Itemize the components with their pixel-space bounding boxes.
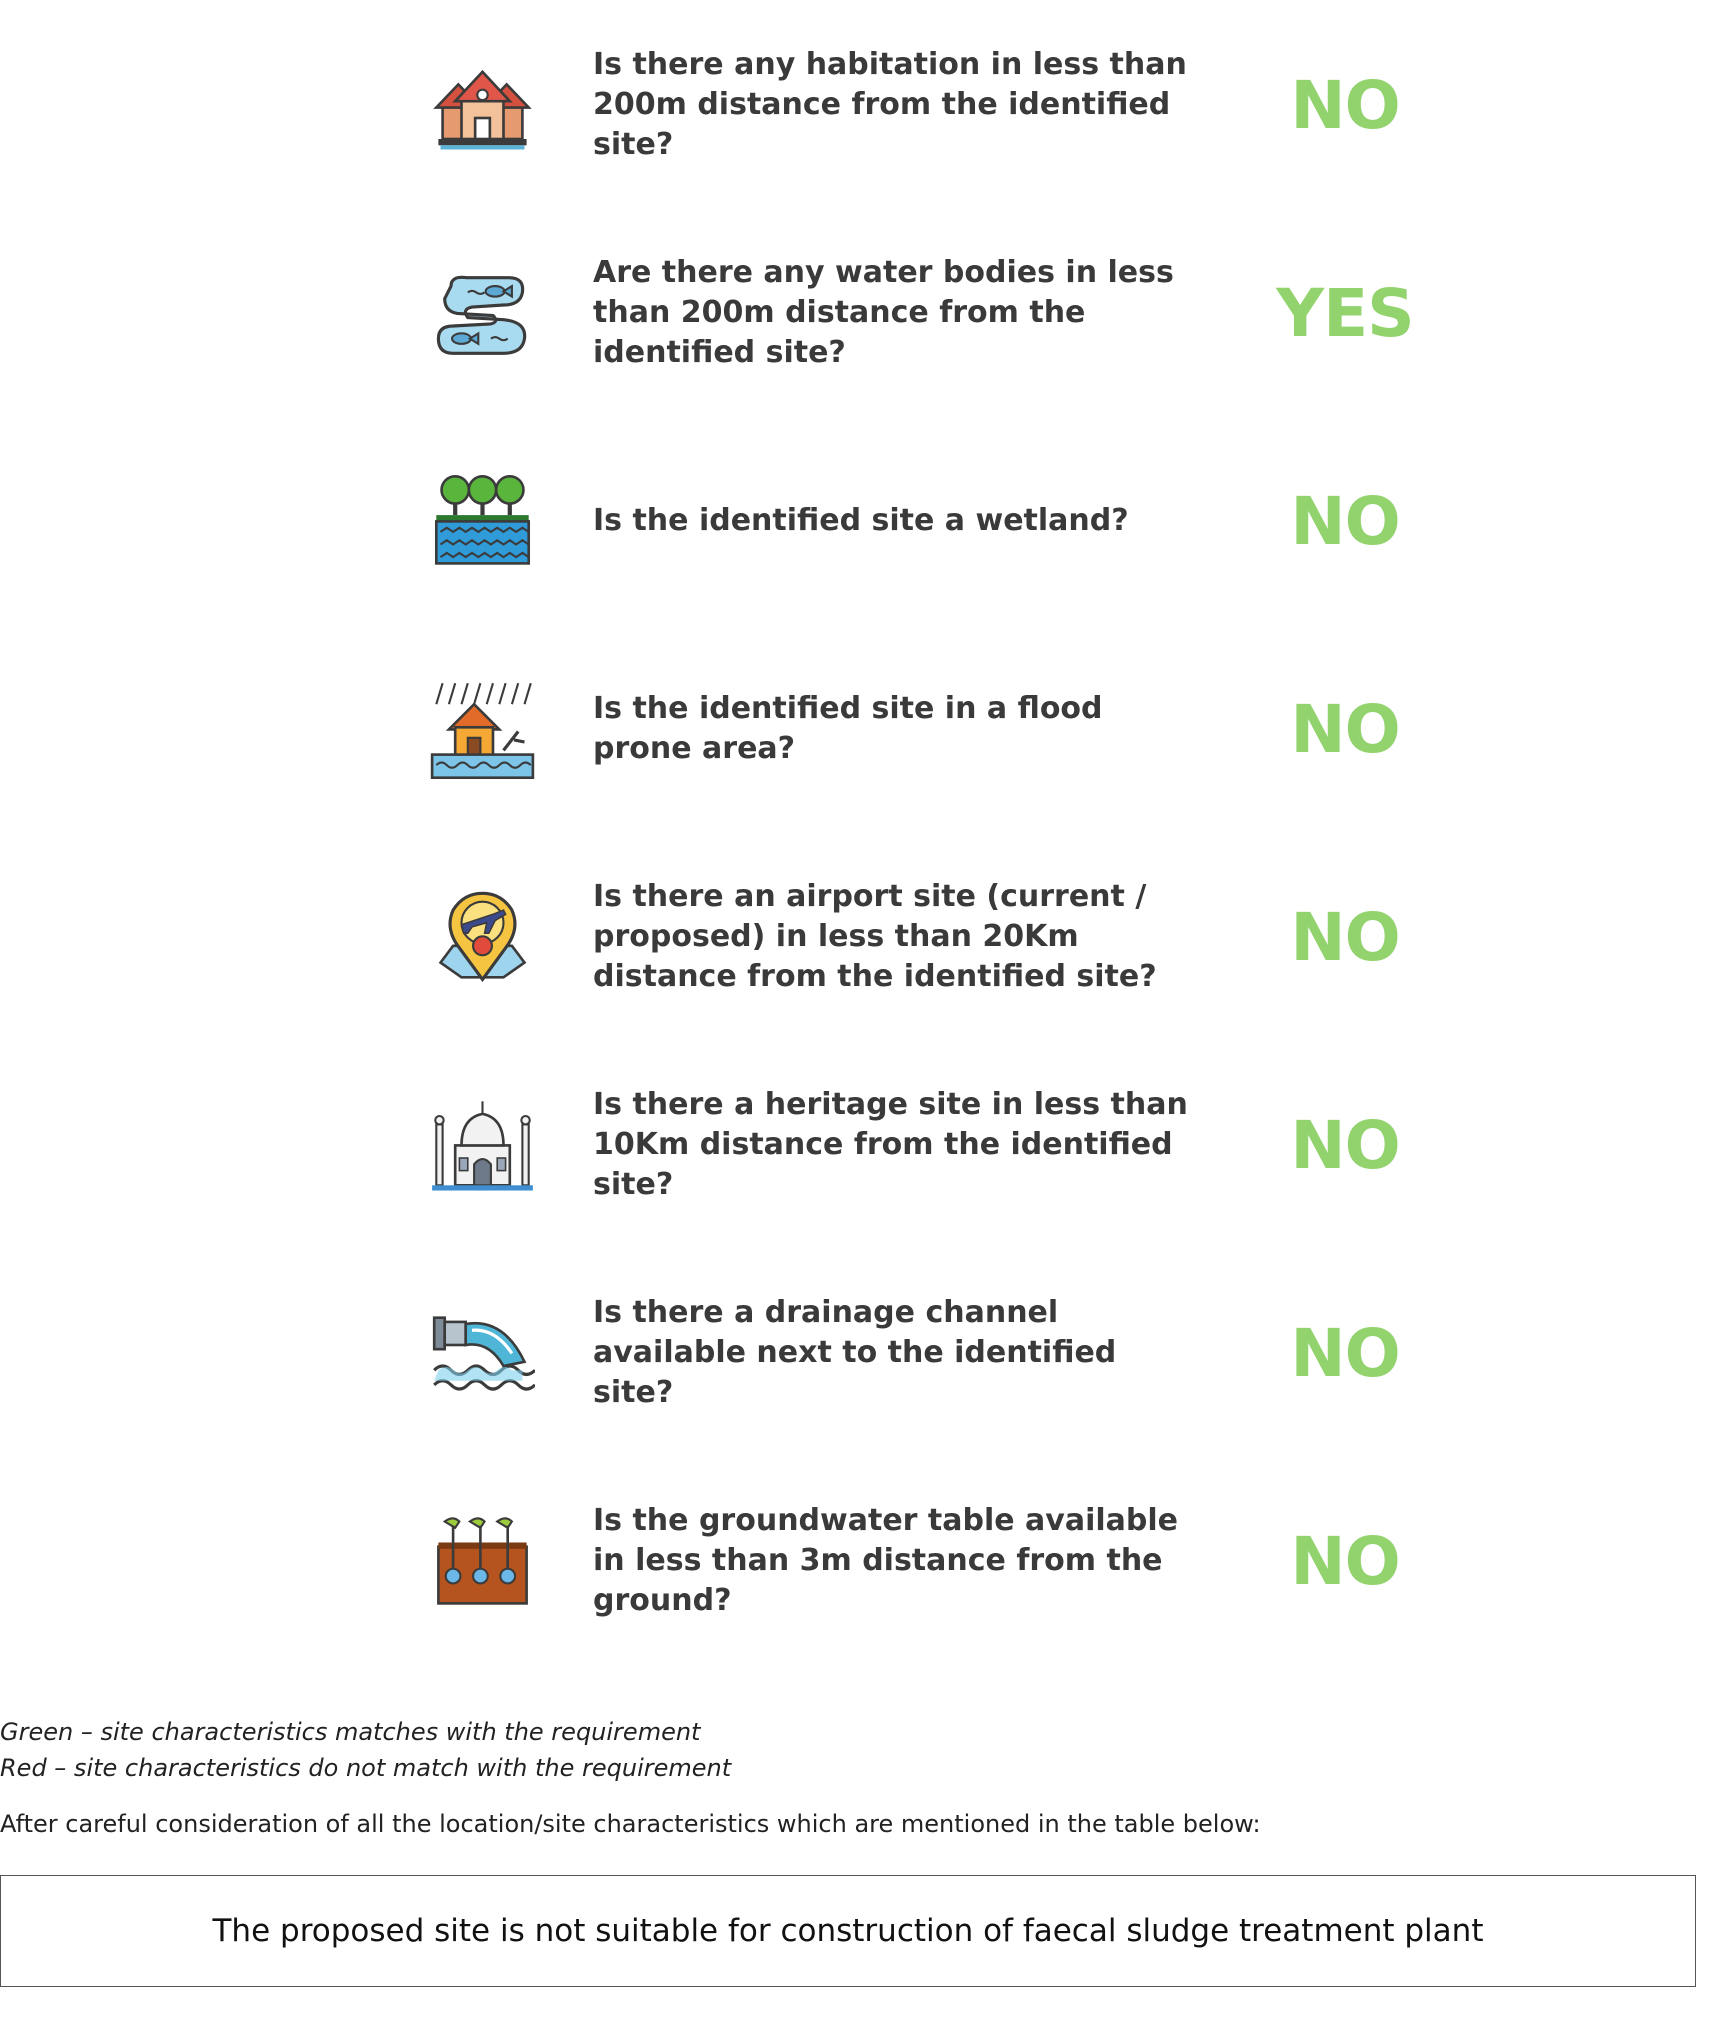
heritage-monument-icon xyxy=(430,1095,535,1200)
criteria-row-heritage xyxy=(430,1080,1410,1210)
answer-badge: NO xyxy=(1290,482,1400,560)
groundwater-icon xyxy=(430,1511,535,1616)
question-text: Is there a heritage site in less than 10Km distance from the identified site? xyxy=(593,1087,1188,1202)
question-text: Is the identified site a wetland? xyxy=(593,503,1129,538)
question-text: Are there any water bodies in less than 200m distance from the identified site? xyxy=(593,255,1174,370)
question-text: Is the identified site in a flood prone area? xyxy=(593,691,1103,766)
criteria-row-groundwater xyxy=(430,1496,1410,1626)
criteria-row-drainage xyxy=(430,1288,1410,1418)
drainage-pipe-icon xyxy=(430,1303,535,1408)
question-text: Is there an airport site (current / proposed) in less than 20Km distance from the identified site? xyxy=(593,879,1157,994)
answer-badge: NO xyxy=(1290,1314,1400,1392)
criteria-row-flood xyxy=(430,664,1410,794)
answer-badge: NO xyxy=(1290,1522,1400,1600)
answer-badge: NO xyxy=(1290,898,1400,976)
answer-badge: NO xyxy=(1290,690,1400,768)
conclusion-text: The proposed site is not suitable for construction of faecal sludge treatment plant xyxy=(212,1913,1484,1949)
answer-badge: NO xyxy=(1290,1106,1400,1184)
answer-badge: YES xyxy=(1276,274,1414,352)
criteria-row-habitation xyxy=(430,40,1410,170)
houses-icon xyxy=(430,55,535,160)
answer-badge: NO xyxy=(1290,66,1400,144)
criteria-row-wetland xyxy=(430,456,1410,586)
question-text: Is there any habitation in less than 200m distance from the identified site? xyxy=(593,47,1187,162)
legend-red: Red – site characteristics do not match with the requirement xyxy=(0,1754,732,1782)
criteria-row-water-bodies xyxy=(430,248,1414,378)
pond-fish-icon xyxy=(430,263,535,368)
wetland-icon xyxy=(430,471,535,576)
question-text: Is there a drainage channel available next to the identified site? xyxy=(593,1295,1117,1410)
note-text: After careful consideration of all the location/site characteristics which are mentioned in the table below: xyxy=(0,1810,1261,1838)
legend-green: Green – site characteristics matches with the requirement xyxy=(0,1718,701,1746)
flood-house-icon xyxy=(430,679,535,784)
conclusion-box xyxy=(0,1875,1696,1987)
question-text: Is the groundwater table available in less than 3m distance from the ground? xyxy=(593,1503,1178,1618)
airport-pin-icon xyxy=(430,887,535,992)
criteria-row-airport xyxy=(430,872,1410,1002)
